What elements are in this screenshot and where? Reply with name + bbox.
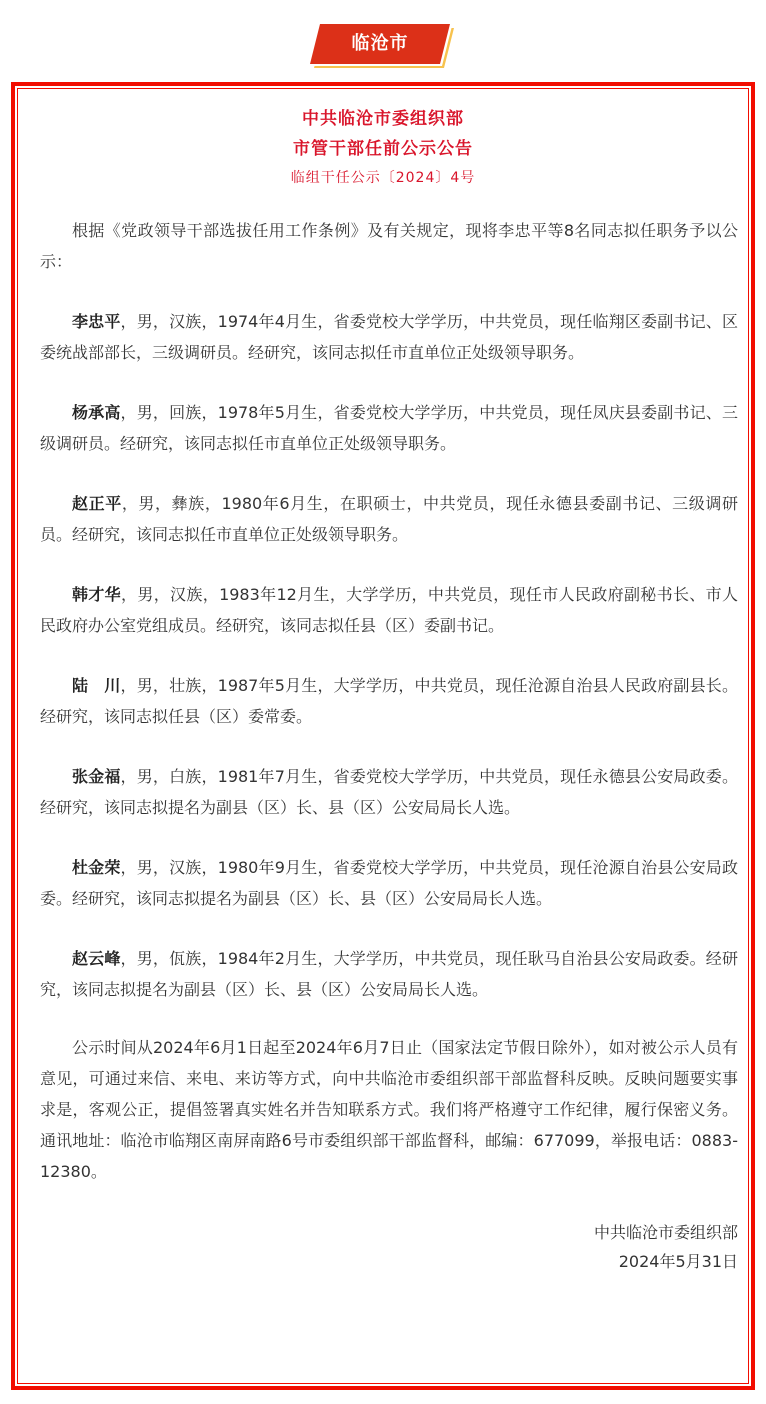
person-name: 赵云峰 bbox=[72, 949, 121, 968]
tag-label: 临沧市 bbox=[351, 33, 409, 54]
announcement-body bbox=[28, 96, 738, 1276]
person-name: 杜金荣 bbox=[72, 858, 121, 877]
person-details: ，男，汉族，1980年9月生，省委党校大学学历，中共党员，现任沧源自治县公安局政委。经研究，该同志拟提名为副县（区）长、县（区）公安局局长人选。 bbox=[40, 858, 738, 908]
person-entry bbox=[28, 397, 738, 459]
person-name: 韩才华 bbox=[72, 585, 122, 604]
person-details: ，男，汉族，1974年4月生，省委党校大学学历，中共党员，现任临翔区委副书记、区委统战部部长，三级调研员。经研究，该同志拟任市直单位正处级领导职务。 bbox=[40, 312, 738, 362]
document-number: 临组干任公示〔2024〕4号 bbox=[290, 170, 476, 186]
person-name: 陆 川 bbox=[72, 676, 121, 695]
person-details: ，男，佤族，1984年2月生，大学学历，中共党员，现任耿马自治县公安局政委。经研究，该同志拟提名为副县（区）长、县（区）公安局局长人选。 bbox=[40, 949, 738, 999]
person-name: 赵正平 bbox=[72, 494, 122, 513]
person-name: 张金福 bbox=[72, 767, 121, 786]
person-name: 李忠平 bbox=[72, 312, 121, 331]
intro-paragraph: 根据《党政领导干部选拔任用工作条例》及有关规定，现将李忠平等8名同志拟任职务予以公示： bbox=[40, 221, 738, 271]
person-name: 杨承高 bbox=[72, 403, 121, 422]
notice-paragraph: 公示时间从2024年6月1日起至2024年6月7日止（国家法定节假日除外），如对被公示人员有意见，可通过来信、来电、来访等方式，向中共临沧市委组织部干部监督科反映。反映问题要实事求是，客观公正，提倡签署真实姓名并告知联系方式。我们将严格遵守工作纪律，履行保密义务。通讯地址：临沧市临翔区南屏南路6号市委组织部干部监督科，邮编：677099，举报电话：0883-12380。 bbox=[40, 1038, 738, 1181]
person-entry bbox=[28, 579, 738, 641]
signature-organization: 中共临沧市委组织部 bbox=[593, 1223, 738, 1242]
person-entry bbox=[28, 852, 738, 914]
region-tag bbox=[315, 24, 451, 70]
person-entry bbox=[28, 670, 738, 732]
person-entry bbox=[28, 306, 738, 368]
signature-date: 2024年5月31日 bbox=[618, 1252, 738, 1271]
title-organization: 中共临沧市委组织部 bbox=[302, 109, 464, 129]
person-details: ，男，白族，1981年7月生，省委党校大学学历，中共党员，现任永德县公安局政委。经研究，该同志拟提名为副县（区）长、县（区）公安局局长人选。 bbox=[40, 767, 738, 817]
person-entry bbox=[28, 761, 738, 823]
title-announcement: 市管干部任前公示公告 bbox=[293, 139, 473, 159]
person-entry bbox=[28, 488, 738, 550]
person-details: ，男，汉族，1983年12月生，大学学历，中共党员，现任市人民政府副秘书长、市人民政府办公室党组成员。经研究，该同志拟任县（区）委副书记。 bbox=[40, 585, 738, 635]
person-details: ，男，彝族，1980年6月生，在职硕士，中共党员，现任永德县委副书记、三级调研员。经研究，该同志拟任市直单位正处级领导职务。 bbox=[40, 494, 738, 544]
person-details: ，男，回族，1978年5月生，省委党校大学学历，中共党员，现任凤庆县委副书记、三级调研员。经研究，该同志拟任市直单位正处级领导职务。 bbox=[40, 403, 738, 453]
person-details: ，男，壮族，1987年5月生，大学学历，中共党员，现任沧源自治县人民政府副县长。经研究，该同志拟任县（区）委常委。 bbox=[40, 676, 738, 726]
person-entry bbox=[28, 943, 738, 1005]
